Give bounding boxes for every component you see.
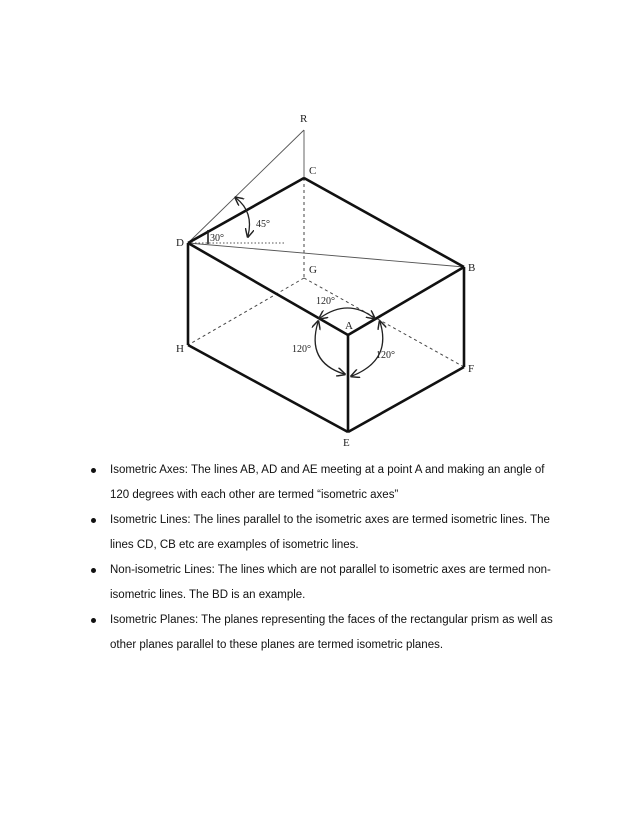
edge-gh — [188, 278, 304, 345]
edge-cb — [304, 178, 464, 267]
list-item — [91, 558, 561, 608]
bullet-icon — [91, 518, 96, 523]
vertex-label-r: R — [300, 113, 308, 125]
vertex-label-f: F — [468, 363, 475, 375]
bullet-icon — [91, 618, 96, 623]
construction-lines — [188, 130, 464, 267]
angle-label-30: 30° — [210, 233, 224, 244]
list-item-line: Isometric Lines: The lines parallel to the isometric axes are termed isometric lines. The — [110, 514, 550, 526]
definitions-list — [91, 458, 561, 658]
list-item-line: 120 degrees with each other are termed “isometric axes” — [110, 489, 399, 501]
edge-ab — [348, 267, 464, 335]
angle-labels — [210, 219, 395, 361]
edge-da — [188, 243, 348, 335]
list-item-line: Isometric Planes: The planes representing the faces of the rectangular prism as well as — [110, 614, 553, 626]
list-item-line: other planes parallel to these planes are termed isometric planes. — [110, 639, 444, 651]
vertex-label-b: B — [468, 262, 476, 274]
arc-45 — [236, 198, 250, 236]
bullet-icon — [91, 568, 96, 573]
vertex-labels — [176, 113, 475, 449]
vertex-label-g: G — [309, 264, 317, 276]
vertex-label-c: C — [309, 165, 317, 177]
angle-label-left-120: 120° — [292, 344, 311, 355]
bullet-icon — [91, 468, 96, 473]
hidden-edges — [188, 178, 464, 367]
line-bd — [188, 243, 464, 267]
vertex-label-d: D — [176, 237, 184, 249]
list-item-line: lines CD, CB etc are examples of isometric lines. — [110, 539, 359, 551]
edge-ef — [348, 367, 464, 432]
vertex-label-a: A — [345, 320, 353, 332]
angle-label-right-120: 120° — [376, 350, 395, 361]
list-item — [91, 508, 561, 558]
angle-label-top-120: 120° — [316, 296, 335, 307]
list-item-line: isometric lines. The BD is an example. — [110, 589, 306, 601]
angle-label-45: 45° — [256, 219, 270, 230]
arc-top-120 — [320, 308, 374, 318]
list-item-line: Isometric Axes: The lines AB, AD and AE meeting at a point A and making an angle of — [110, 464, 545, 476]
edge-he — [188, 345, 348, 432]
list-item — [91, 608, 561, 658]
vertex-label-e: E — [343, 437, 350, 449]
list-item — [91, 458, 561, 508]
list-item-line: Non-isometric Lines: The lines which are not parallel to isometric axes are termed non- — [110, 564, 551, 576]
vertex-label-h: H — [176, 343, 184, 355]
